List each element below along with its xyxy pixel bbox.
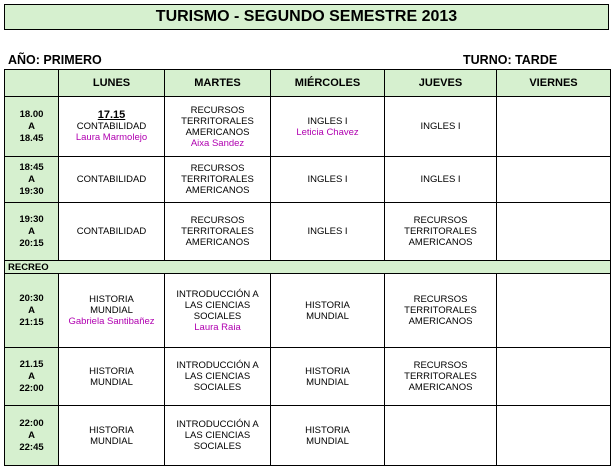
class-cell bbox=[271, 97, 385, 157]
subject-name: HISTORIA MUNDIAL bbox=[89, 294, 134, 316]
day-header-viernes: VIERNES bbox=[497, 70, 611, 97]
subject-name: INGLES I bbox=[307, 115, 348, 127]
page-title: TURISMO - SEGUNDO SEMESTRE 2013 bbox=[4, 4, 609, 30]
time-part: A bbox=[28, 173, 35, 185]
class-cell bbox=[497, 406, 611, 466]
slot-time-note: 17.15 bbox=[97, 109, 126, 121]
class-cell bbox=[385, 348, 497, 406]
recess-row bbox=[5, 261, 611, 274]
teacher-name: Laura Marmolejo bbox=[75, 132, 148, 143]
year-label: AÑO: PRIMERO bbox=[8, 53, 102, 67]
subject-name: HISTORIA MUNDIAL bbox=[89, 424, 134, 447]
subject-name: HISTORIA MUNDIAL bbox=[305, 365, 350, 388]
subject-name: HISTORIA MUNDIAL bbox=[305, 299, 350, 322]
class-cell bbox=[165, 406, 271, 466]
class-cell bbox=[165, 203, 271, 261]
time-slot-row bbox=[5, 97, 611, 157]
subject-name: INTRODUCCIÓN A LAS CIENCIAS SOCIALES bbox=[176, 419, 259, 452]
time-slot bbox=[5, 203, 59, 261]
class-cell bbox=[497, 97, 611, 157]
class-cell bbox=[59, 274, 165, 348]
time-slot bbox=[5, 97, 59, 157]
subject-name: INTRODUCCIÓN A LAS CIENCIAS SOCIALES bbox=[176, 288, 259, 322]
class-cell bbox=[385, 406, 497, 466]
time-slot-row bbox=[5, 406, 611, 466]
teacher-name: Aixa Sandez bbox=[190, 137, 245, 149]
subject-name: INGLES I bbox=[420, 174, 461, 185]
time-part: 21:15 bbox=[19, 316, 44, 328]
time-slot-row bbox=[5, 157, 611, 203]
day-header-miercoles: MIÉRCOLES bbox=[271, 70, 385, 97]
class-cell bbox=[165, 274, 271, 348]
subject-name: CONTABILIDAD bbox=[76, 121, 147, 132]
class-cell bbox=[271, 274, 385, 348]
teacher-name: Laura Raia bbox=[194, 321, 241, 333]
subject-name: RECURSOS TERRITORALES AMERICANOS bbox=[404, 294, 477, 327]
subject-name: INGLES I bbox=[420, 121, 461, 132]
subject-name: RECURSOS TERRITORALES AMERICANOS bbox=[404, 215, 477, 248]
time-part: A bbox=[28, 370, 35, 382]
class-cell bbox=[271, 406, 385, 466]
day-header-martes: MARTES bbox=[165, 70, 271, 97]
time-part: A bbox=[28, 225, 35, 237]
class-cell bbox=[271, 157, 385, 203]
subject-name: INGLES I bbox=[307, 174, 348, 185]
class-cell bbox=[385, 97, 497, 157]
time-part: 18.00 bbox=[19, 108, 44, 120]
class-cell bbox=[497, 157, 611, 203]
class-cell bbox=[271, 348, 385, 406]
time-slot-row bbox=[5, 274, 611, 348]
subject-name: INGLES I bbox=[307, 226, 348, 237]
teacher-name: Gabriela Santibañez bbox=[68, 316, 155, 327]
class-cell bbox=[385, 203, 497, 261]
class-cell bbox=[497, 203, 611, 261]
day-header-jueves: JUEVES bbox=[385, 70, 497, 97]
class-cell bbox=[385, 157, 497, 203]
time-slot bbox=[5, 348, 59, 406]
schedule-table bbox=[4, 69, 611, 466]
time-part: 22:00 bbox=[19, 417, 44, 429]
class-cell bbox=[497, 348, 611, 406]
time-part: 18:45 bbox=[19, 161, 44, 173]
time-part: 19:30 bbox=[19, 185, 44, 197]
time-part: 22:45 bbox=[19, 441, 44, 453]
header-corner bbox=[5, 70, 59, 97]
time-part: A bbox=[28, 120, 35, 132]
shift-label: TURNO: TARDE bbox=[463, 53, 558, 67]
subject-name: CONTABILIDAD bbox=[76, 174, 147, 185]
day-header-lunes: LUNES bbox=[59, 70, 165, 97]
time-part: 22:00 bbox=[19, 382, 44, 394]
subject-name: RECURSOS TERRITORALES AMERICANOS bbox=[181, 104, 254, 138]
time-part: 20:30 bbox=[19, 292, 44, 304]
class-cell bbox=[165, 348, 271, 406]
class-cell bbox=[59, 406, 165, 466]
class-cell bbox=[59, 97, 165, 157]
time-slot bbox=[5, 274, 59, 348]
class-cell bbox=[165, 157, 271, 203]
subject-name: RECURSOS TERRITORALES AMERICANOS bbox=[404, 360, 477, 393]
class-cell bbox=[59, 203, 165, 261]
time-part: 20:15 bbox=[19, 237, 44, 249]
subject-name: HISTORIA MUNDIAL bbox=[89, 365, 134, 388]
class-cell bbox=[497, 274, 611, 348]
subject-name: INTRODUCCIÓN A LAS CIENCIAS SOCIALES bbox=[176, 360, 259, 393]
time-part: A bbox=[28, 304, 35, 316]
time-part: 19:30 bbox=[19, 213, 44, 225]
teacher-name: Leticia Chavez bbox=[296, 126, 359, 138]
subject-name: RECURSOS TERRITORALES AMERICANOS bbox=[181, 215, 254, 248]
recess-label: RECREO bbox=[5, 261, 611, 274]
class-cell bbox=[59, 157, 165, 203]
class-cell bbox=[165, 97, 271, 157]
subject-name: RECURSOS TERRITORALES AMERICANOS bbox=[181, 163, 254, 196]
time-slot bbox=[5, 406, 59, 466]
time-slot bbox=[5, 157, 59, 203]
time-part: 18.45 bbox=[19, 132, 44, 144]
class-cell bbox=[271, 203, 385, 261]
time-slot-row bbox=[5, 348, 611, 406]
subject-name: CONTABILIDAD bbox=[76, 226, 147, 237]
time-part: A bbox=[28, 429, 35, 441]
class-cell bbox=[59, 348, 165, 406]
time-slot-row bbox=[5, 203, 611, 261]
class-cell bbox=[385, 274, 497, 348]
time-part: 21.15 bbox=[19, 358, 44, 370]
subject-name: HISTORIA MUNDIAL bbox=[305, 424, 350, 447]
